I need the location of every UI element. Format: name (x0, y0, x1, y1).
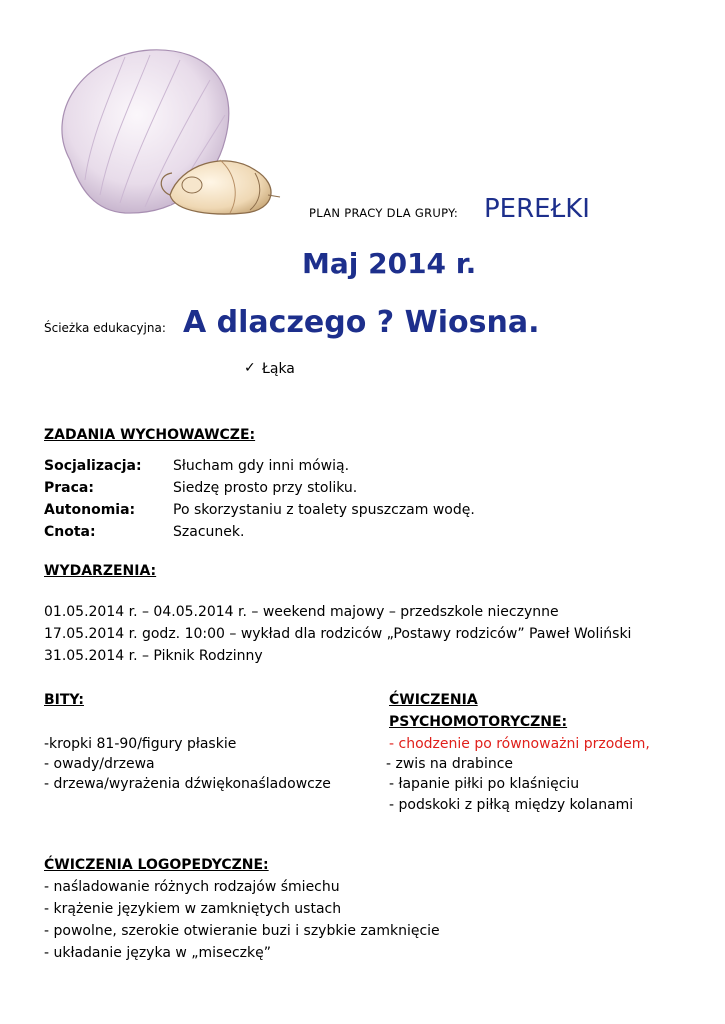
bits-heading: BITY: (44, 692, 84, 708)
speech-item: - układanie języka w „miseczkę” (44, 945, 271, 961)
task-label: Socjalizacja: (44, 458, 142, 474)
psycho-heading-continued: PSYCHOMOTORYCZNE: (389, 714, 568, 730)
speech-item: - krążenie językiem w zamkniętych ustach (44, 901, 342, 917)
tasks-heading: ZADANIA WYCHOWAWCZE: (44, 427, 256, 443)
task-label: Autonomia: (44, 502, 136, 518)
task-value: Siedzę prosto przy stoliku. (173, 480, 358, 496)
event-item: 01.05.2014 r. – 04.05.2014 r. – weekend majowy – przedszkole nieczynne (44, 604, 559, 620)
group-name: PEREŁKI (484, 194, 590, 224)
topic-label: Łąka (262, 361, 295, 377)
events-heading: WYDARZENIA: (44, 563, 157, 579)
event-item: 17.05.2014 r. godz. 10:00 – wykład dla rodziców „Postawy rodziców” Paweł Woliński (44, 626, 632, 642)
shells-illustration (40, 45, 300, 225)
psycho-item: - podskoki z piłką między kolanami (389, 797, 634, 813)
checkmark-icon: ✓ (244, 360, 256, 376)
path-title: A dlaczego ? Wiosna. (183, 305, 540, 340)
task-value: Słucham gdy inni mówią. (173, 458, 350, 474)
bits-item: - owady/drzewa (44, 756, 155, 772)
speech-heading: ĆWICZENIA LOGOPEDYCZNE: (44, 857, 269, 873)
task-label: Praca: (44, 480, 94, 496)
task-value: Szacunek. (173, 524, 245, 540)
bits-item: -kropki 81-90/figury płaskie (44, 736, 237, 752)
path-label: Ścieżka edukacyjna: (44, 321, 166, 335)
psycho-heading: ĆWICZENIA (389, 692, 478, 708)
psycho-item: - łapanie piłki po klaśnięciu (389, 776, 580, 792)
psycho-item: - chodzenie po równoważni przodem, (389, 736, 650, 752)
speech-item: - powolne, szerokie otwieranie buzi i szybkie zamknięcie (44, 923, 440, 939)
psycho-item: - zwis na drabince (386, 756, 514, 772)
plan-label: PLAN PRACY DLA GRUPY: (309, 206, 459, 220)
month-title: Maj 2014 r. (302, 247, 477, 280)
event-item: 31.05.2014 r. – Piknik Rodzinny (44, 648, 263, 664)
bits-item: - drzewa/wyrażenia dźwiękonaśladowcze (44, 776, 331, 792)
task-value: Po skorzystaniu z toalety spuszczam wodę. (173, 502, 475, 518)
speech-item: - naśladowanie różnych rodzajów śmiechu (44, 879, 340, 895)
task-label: Cnota: (44, 524, 96, 540)
